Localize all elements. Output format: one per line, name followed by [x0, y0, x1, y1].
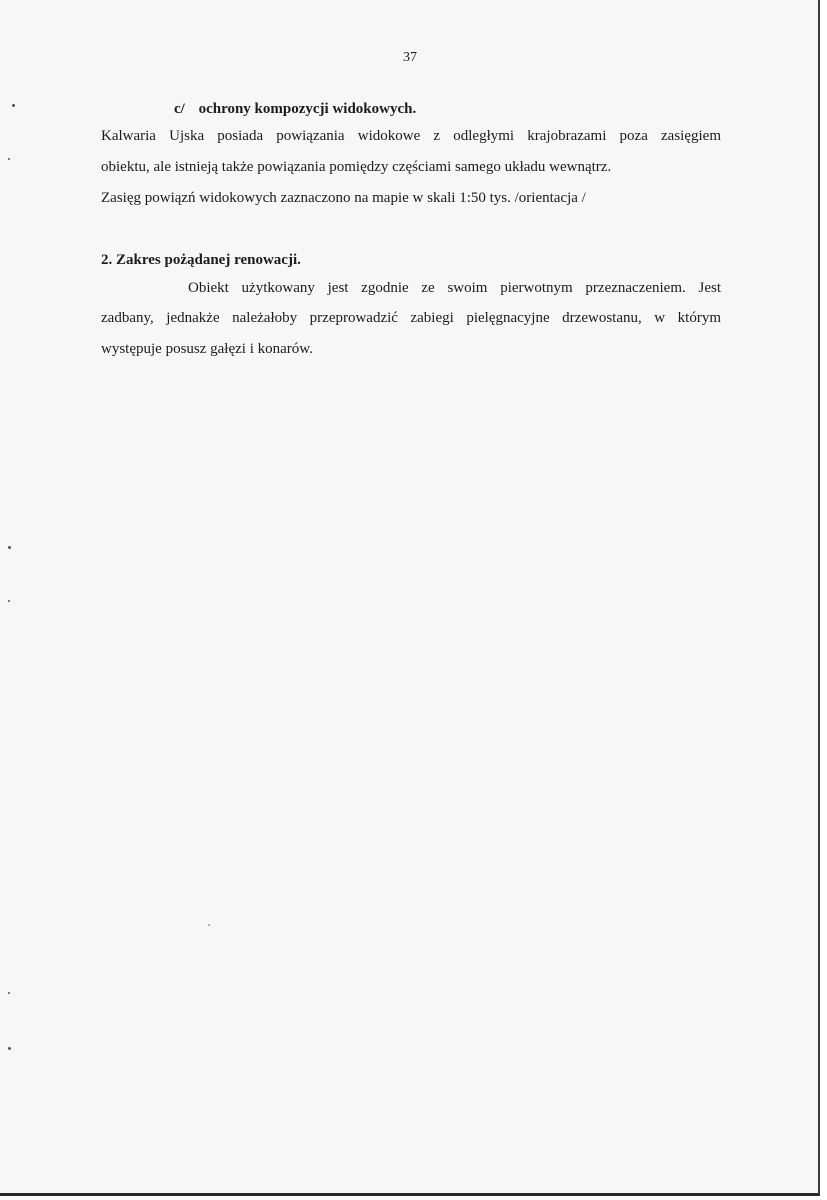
scan-speck	[8, 158, 10, 160]
scan-speck	[8, 600, 10, 602]
section-c-line-1: Kalwaria Ujska posiada powiązania widokowe z odległymi krajobrazami poza zasięgiem	[101, 128, 721, 144]
scan-speck	[208, 924, 210, 926]
scan-speck	[8, 1047, 11, 1050]
section-c-heading	[174, 101, 416, 118]
section-2-line-2: zadbany, jednakże należałoby przeprowadzić zabiegi pielęgnacyjne drzewostanu, w którym	[101, 310, 721, 326]
section-c-line-3: Zasięg powiązń widokowych zaznaczono na mapie w skali 1:50 tys. /orientacja /	[101, 190, 586, 206]
section-c-prefix: c/	[174, 101, 185, 117]
page-number: 37	[403, 50, 417, 65]
section-2-heading: 2. Zakres pożądanej renowacji.	[101, 252, 301, 268]
section-c-title: ochrony kompozycji widokowych.	[198, 101, 417, 117]
section-2-line-3: występuje posusz gałęzi i konarów.	[101, 341, 313, 357]
section-c-line-2: obiektu, ale istnieją także powiązania pomiędzy częściami samego układu wewnątrz.	[101, 159, 612, 175]
section-2-line-1: Obiekt użytkowany jest zgodnie ze swoim pierwotnym przeznaczeniem. Jest	[188, 280, 721, 296]
scan-speck	[8, 992, 10, 994]
scan-speck	[8, 546, 11, 549]
scan-speck	[12, 104, 15, 107]
